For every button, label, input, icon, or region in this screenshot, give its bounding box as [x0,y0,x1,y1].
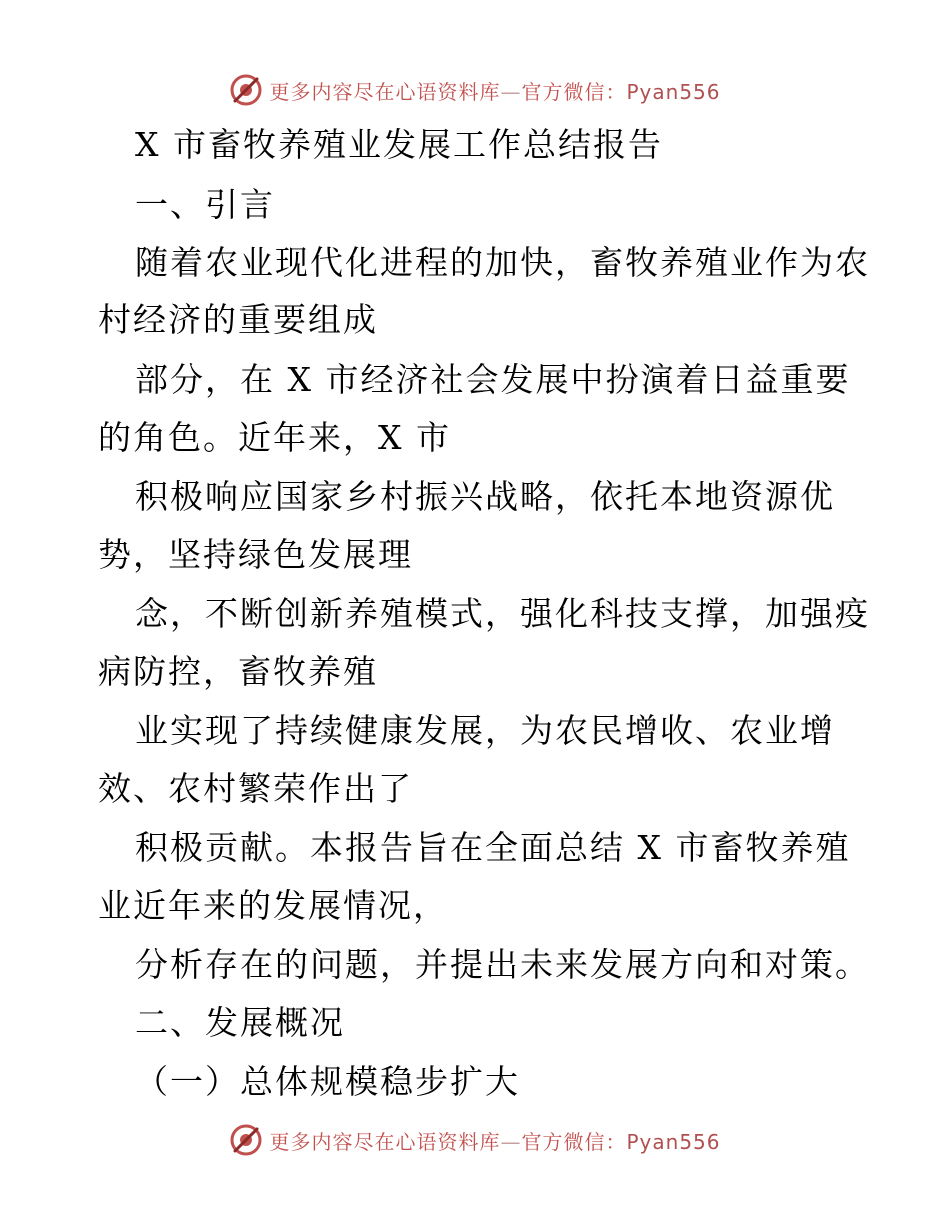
paragraph-line: 势，坚持绿色发展理 [98,535,413,574]
watermark-wechat-label: 官方微信： [521,1129,627,1154]
subsection-heading-scale: （一）总体规模稳步扩大 [135,1062,520,1101]
paragraph-line: 积极响应国家乡村振兴战略，依托本地资源优 [135,477,835,516]
watermark-wechat-id: Pyan556 [626,1129,721,1154]
paragraph-line: 村经济的重要组成 [98,300,378,339]
paragraph-line: 积极贡献。本报告旨在全面总结 X 市畜牧养殖 [135,828,851,867]
paragraph-line: 病防控，畜牧养殖 [98,652,378,691]
paragraph-line: 业实现了持续健康发展，为农民增收、农业增 [135,711,835,750]
watermark-brand: 更多内容尽在心语资料库 [269,1129,501,1154]
brand-logo-icon [229,1123,263,1157]
watermark-separator: — [500,79,522,104]
section-heading-overview: 二、发展概况 [135,1003,345,1042]
paragraph-line: 念，不断创新养殖模式，强化科技支撑，加强疫 [135,594,870,633]
paragraph-line: 随着农业现代化进程的加快，畜牧养殖业作为农 [135,243,870,282]
paragraph-line: 部分，在 X 市经济社会发展中扮演着日益重要 [135,360,851,399]
watermark-wechat-id: Pyan556 [626,79,721,104]
paragraph-line: 的角色。近年来，X 市 [98,418,451,457]
watermark-text [269,1126,720,1155]
watermark-separator: — [500,1129,522,1154]
watermark-wechat-label: 官方微信： [521,79,627,104]
watermark-footer [0,1120,950,1160]
paragraph-line: 分析存在的问题，并提出未来发展方向和对策。 [135,945,870,984]
paragraph-line: 业近年来的发展情况， [98,886,448,925]
document-title: X 市畜牧养殖业发展工作总结报告 [135,125,663,164]
watermark-brand: 更多内容尽在心语资料库 [269,79,501,104]
section-heading-introduction: 一、引言 [135,185,275,224]
paragraph-line: 效、农村繁荣作出了 [98,769,413,808]
